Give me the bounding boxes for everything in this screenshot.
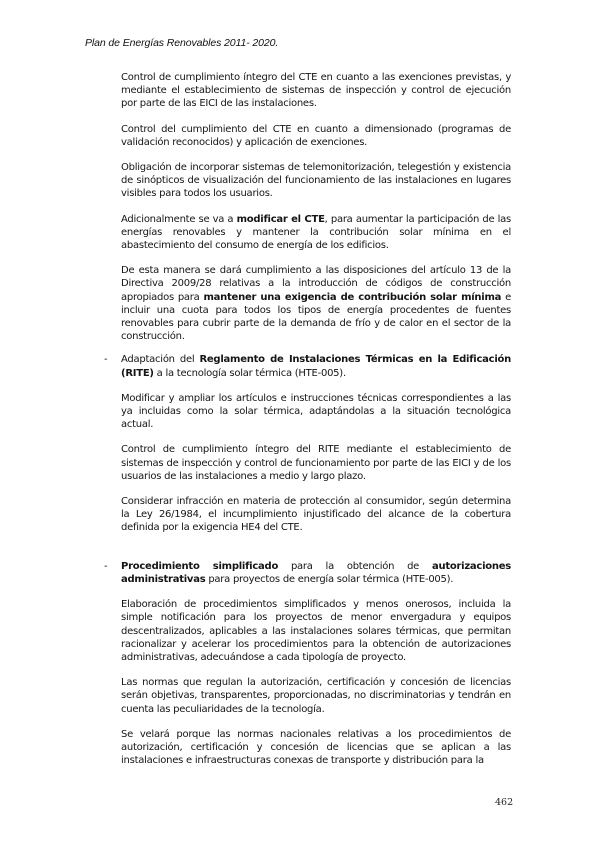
bullet-dash: -	[104, 560, 108, 572]
text-run: e incluir una cuota para todos los tipos de energía procedentes de fuentes renovables para cubrir parte de la demanda de frío y de calor en el sector de la construcción.	[121, 291, 511, 343]
paragraph: Control de cumplimiento íntegro del CTE en cuanto a las exenciones previstas, y mediante el establecimiento de sistemas de inspección y control de ejecución por parte de las EICI de las instalaciones.	[121, 72, 511, 110]
bold-text: mantener una exigencia de contribución solar mínima	[203, 291, 502, 303]
paragraph: Modificar y ampliar los artículos e instrucciones técnicas correspondientes a las ya incluidas como la solar térmica, adaptándolas a la situación tecnológica actual.	[121, 392, 511, 431]
paragraph: Control de cumplimiento íntegro del RITE mediante el establecimiento de sistemas de inspección y control de funcionamiento por parte de las EICI y de los usuarios de las instalaciones a medio y largo plazo.	[121, 444, 511, 482]
bold-text: Reglamento de Instalaciones Térmicas en la Edificación (RITE)	[121, 354, 511, 379]
bold-text: Procedimiento simplificado	[121, 560, 279, 572]
page-number: 462	[495, 797, 514, 808]
paragraph: Control del cumplimiento del CTE en cuanto a dimensionado (programas de validación reconocidos) y aplicación de exenciones.	[121, 123, 511, 148]
text-run: , para aumentar la participación de las energías renovables y mantener la contribución solar mínima en el abastecimiento del consumo de energía de los edificios.	[121, 213, 511, 252]
bullet-item	[104, 560, 511, 586]
bold-text: modificar el CTE	[236, 213, 325, 225]
text-run: para la obtención de	[278, 560, 432, 572]
text-run: a la tecnología solar térmica (HTE-005).	[153, 367, 346, 379]
paragraph: Las normas que regulan la autorización, certificación y concesión de licencias serán objetivas, transparentes, proporcionadas, no discriminatorias y tendrán en cuenta las peculiaridades de la tecnología.	[121, 677, 511, 715]
running-header: Plan de Energías Renovables 2011- 2020.	[85, 37, 279, 49]
paragraph: Obligación de incorporar sistemas de telemonitorización, telegestión y existencia de sinópticos de visualización del funcionamiento de las instalaciones en lugares visibles para todos los usuarios.	[121, 162, 511, 200]
paragraph: Elaboración de procedimientos simplificados y menos onerosos, incluida la simple notificación para los proyectos de menor envergadura y equipos descentralizados, aplicables a las instalaciones solares térmicas, que permitan racionalizar y acelerar los procedimientos para la obtención de autorizaciones administrativas, adecuándose a cada tipología de proyecto.	[121, 599, 511, 663]
body-text	[104, 71, 511, 779]
bold-text: autorizaciones administrativas	[121, 560, 511, 585]
paragraph	[121, 213, 511, 253]
bullet-item	[104, 353, 511, 379]
paragraph: Se velará porque las normas nacionales relativas a los procedimientos de autorización, certificación y concesión de licencias que se aplican a las instalaciones e infraestructuras conexas de transporte y distribución para la	[121, 728, 511, 767]
paragraph: Considerar infracción en materia de protección al consumidor, según determina la Ley 26/1984, el incumplimiento injustificado del alcance de la cobertura definida por la exigencia HE4 del CTE.	[121, 496, 511, 534]
text-run: De esta manera se dará cumplimiento a las disposiciones del artículo 13 de la Directiva 2009/28 relativas a la introducción de códigos de construcción apropiados para	[121, 265, 511, 303]
bullet-dash: -	[104, 354, 108, 366]
text-run: Adaptación del	[121, 354, 200, 366]
text-run: para proyectos de energía solar térmica (HTE-005).	[205, 573, 454, 585]
text-run: Adicionalmente se va a	[121, 213, 237, 225]
paragraph	[121, 264, 511, 343]
